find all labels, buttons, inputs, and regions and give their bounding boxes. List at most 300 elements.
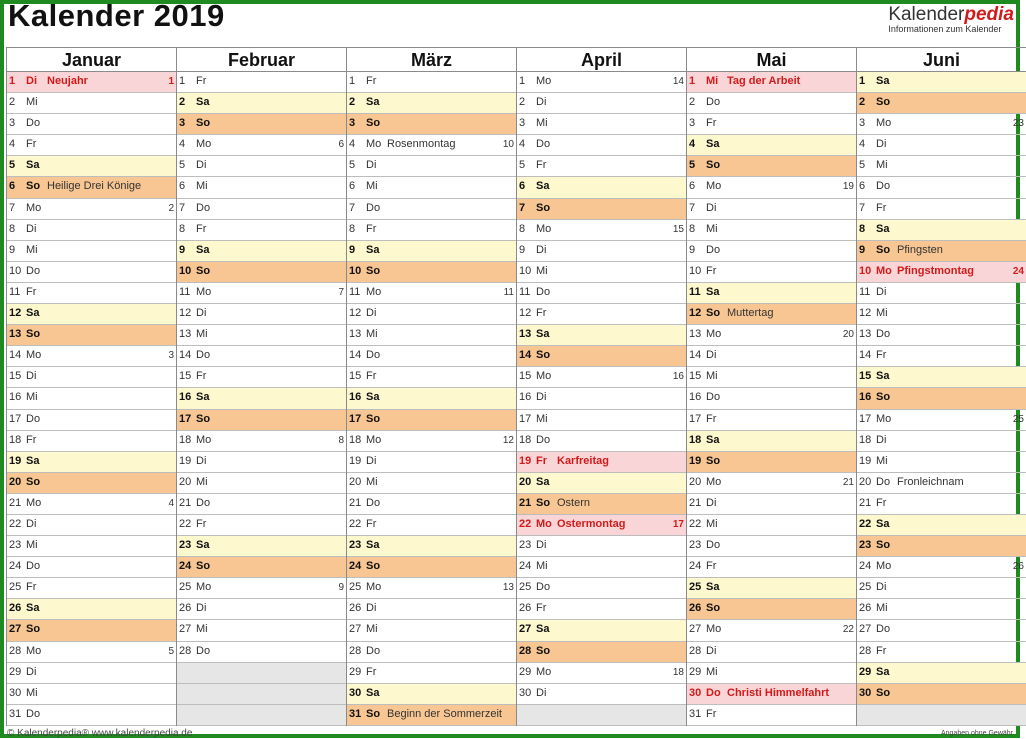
day-row[interactable] [857, 410, 1026, 431]
day-number: 16 [519, 391, 532, 404]
day-number: 2 [9, 96, 16, 109]
day-row[interactable] [177, 367, 346, 388]
day-note: Karfreitag [557, 454, 609, 467]
weekday: So [706, 159, 721, 172]
day-row[interactable] [347, 578, 516, 599]
day-number: 20 [349, 475, 362, 488]
day-row[interactable] [7, 473, 176, 494]
day-row[interactable] [347, 410, 516, 431]
day-row[interactable] [687, 346, 856, 367]
week-number: 10 [502, 139, 514, 151]
day-row[interactable] [857, 452, 1026, 473]
day-row[interactable] [687, 431, 856, 452]
day-row[interactable] [7, 72, 176, 93]
day-row[interactable] [177, 346, 346, 367]
day-row[interactable] [687, 262, 856, 283]
weekday: Mi [196, 475, 208, 488]
day-number: 19 [689, 454, 702, 467]
day-row[interactable] [687, 199, 856, 220]
day-number: 29 [689, 665, 702, 678]
day-row[interactable] [687, 515, 856, 536]
day-row[interactable] [687, 283, 856, 304]
day-number: 5 [349, 159, 356, 172]
day-row[interactable] [687, 325, 856, 346]
day-number: 27 [9, 623, 22, 636]
day-row[interactable] [857, 663, 1026, 684]
day-row[interactable] [687, 241, 856, 262]
day-number: 20 [689, 475, 702, 488]
day-number: 16 [9, 391, 22, 404]
day-number: 28 [519, 644, 532, 657]
day-row[interactable] [687, 642, 856, 663]
day-row[interactable] [177, 262, 346, 283]
day-row[interactable] [857, 114, 1026, 135]
day-row[interactable] [687, 473, 856, 494]
day-number: 21 [859, 496, 872, 509]
day-row[interactable] [347, 473, 516, 494]
day-row[interactable] [177, 325, 346, 346]
day-row[interactable] [687, 93, 856, 114]
week-number: 22 [842, 624, 854, 636]
day-row[interactable] [347, 536, 516, 557]
day-row[interactable] [347, 620, 516, 641]
day-row[interactable] [177, 473, 346, 494]
day-row[interactable] [687, 620, 856, 641]
day-row[interactable] [857, 620, 1026, 641]
day-row[interactable] [7, 684, 176, 705]
week-number: 16 [672, 371, 684, 383]
day-row[interactable] [687, 536, 856, 557]
day-number: 18 [349, 433, 362, 446]
day-row[interactable] [7, 177, 176, 198]
day-row[interactable] [347, 262, 516, 283]
day-row[interactable] [687, 599, 856, 620]
weekday: Mi [366, 475, 378, 488]
day-row[interactable] [857, 515, 1026, 536]
day-row[interactable] [857, 156, 1026, 177]
week-number: 6 [338, 139, 344, 151]
day-row[interactable] [517, 431, 686, 452]
day-row[interactable] [7, 114, 176, 135]
day-row[interactable] [517, 93, 686, 114]
weekday: Sa [26, 307, 40, 320]
day-row[interactable] [687, 663, 856, 684]
day-row[interactable] [857, 93, 1026, 114]
day-row[interactable] [177, 410, 346, 431]
weekday: Mi [876, 454, 888, 467]
day-row[interactable] [7, 304, 176, 325]
day-number: 5 [859, 159, 866, 172]
weekday: So [536, 644, 551, 657]
day-row[interactable] [687, 135, 856, 156]
month-header: Mai [687, 47, 856, 72]
day-row[interactable] [7, 388, 176, 409]
weekday: Di [26, 665, 37, 678]
day-row[interactable] [7, 494, 176, 515]
day-note: Rosenmontag [387, 138, 456, 151]
week-number: 24 [1012, 265, 1024, 277]
day-row[interactable] [347, 663, 516, 684]
day-number: 22 [689, 517, 702, 530]
day-row[interactable] [857, 557, 1026, 578]
day-row[interactable] [517, 325, 686, 346]
day-row[interactable] [177, 536, 346, 557]
weekday: Mi [876, 159, 888, 172]
day-row[interactable] [687, 705, 856, 726]
day-row[interactable] [7, 367, 176, 388]
day-number: 6 [349, 180, 356, 193]
day-row[interactable] [347, 557, 516, 578]
day-note: Heilige Drei Könige [47, 180, 142, 193]
day-number: 3 [859, 117, 866, 130]
day-number: 12 [9, 307, 22, 320]
day-row[interactable] [7, 156, 176, 177]
day-row[interactable] [347, 346, 516, 367]
day-row[interactable] [517, 241, 686, 262]
day-row[interactable] [857, 262, 1026, 283]
weekday: Sa [196, 96, 210, 109]
weekday: Fr [26, 285, 37, 298]
week-number: 26 [1012, 561, 1024, 573]
day-number: 26 [179, 602, 192, 615]
weekday: So [26, 328, 41, 341]
weekday: Fr [366, 665, 377, 678]
day-row[interactable] [687, 72, 856, 93]
day-row[interactable] [347, 494, 516, 515]
day-row[interactable] [177, 283, 346, 304]
weekday: Do [536, 433, 551, 446]
day-row[interactable] [857, 177, 1026, 198]
day-row[interactable] [857, 72, 1026, 93]
day-row[interactable] [517, 473, 686, 494]
day-row[interactable] [7, 515, 176, 536]
day-row[interactable] [347, 599, 516, 620]
day-row[interactable] [7, 536, 176, 557]
day-row[interactable] [177, 388, 346, 409]
day-row[interactable] [347, 684, 516, 705]
day-row[interactable] [7, 705, 176, 726]
day-row[interactable] [7, 620, 176, 641]
day-row[interactable] [517, 515, 686, 536]
day-number: 25 [519, 581, 532, 594]
day-row[interactable] [347, 199, 516, 220]
day-number: 26 [859, 602, 872, 615]
day-row[interactable] [857, 135, 1026, 156]
day-number: 13 [689, 328, 702, 341]
day-row[interactable] [857, 494, 1026, 515]
day-row[interactable] [517, 599, 686, 620]
day-row[interactable] [517, 620, 686, 641]
day-note: Neujahr [47, 75, 88, 87]
day-row[interactable] [687, 557, 856, 578]
day-row[interactable] [7, 431, 176, 452]
day-number: 7 [179, 201, 186, 214]
day-number: 1 [179, 75, 186, 87]
weekday: Fr [26, 433, 37, 446]
weekday: So [706, 602, 721, 615]
day-number: 27 [859, 623, 872, 636]
day-row[interactable] [347, 241, 516, 262]
day-number: 13 [519, 328, 532, 341]
day-row[interactable] [857, 684, 1026, 705]
day-row[interactable] [517, 220, 686, 241]
day-row[interactable] [857, 283, 1026, 304]
day-row[interactable] [177, 114, 346, 135]
day-row[interactable] [857, 199, 1026, 220]
day-row[interactable] [177, 578, 346, 599]
weekday: Fr [196, 75, 207, 87]
day-row[interactable] [687, 220, 856, 241]
day-number: 22 [859, 517, 872, 530]
day-row[interactable] [687, 578, 856, 599]
day-number: 14 [859, 349, 872, 362]
day-number: 12 [689, 307, 702, 320]
weekday: Fr [366, 517, 377, 530]
day-number: 23 [859, 539, 872, 552]
day-row[interactable] [7, 346, 176, 367]
day-row[interactable] [347, 705, 516, 726]
weekday: Do [26, 117, 41, 130]
day-number: 5 [9, 159, 16, 172]
day-row[interactable] [857, 241, 1026, 262]
weekday: Mi [196, 180, 208, 193]
day-number: 30 [9, 686, 22, 699]
day-row[interactable] [687, 494, 856, 515]
day-row[interactable] [7, 241, 176, 262]
day-row[interactable] [177, 135, 346, 156]
weekday: So [876, 243, 891, 256]
day-row[interactable] [177, 557, 346, 578]
day-row[interactable] [7, 283, 176, 304]
day-number: 24 [179, 560, 192, 573]
day-row[interactable] [347, 114, 516, 135]
day-number: 6 [179, 180, 186, 193]
day-number: 5 [179, 159, 186, 172]
day-row[interactable] [517, 388, 686, 409]
weekday: Sa [536, 475, 550, 488]
day-row[interactable] [7, 452, 176, 473]
day-row[interactable] [857, 346, 1026, 367]
day-row[interactable] [7, 325, 176, 346]
day-row[interactable] [517, 177, 686, 198]
day-row[interactable] [857, 536, 1026, 557]
weekday: Sa [196, 391, 210, 404]
day-row[interactable] [347, 452, 516, 473]
day-row[interactable] [7, 135, 176, 156]
day-row[interactable] [517, 346, 686, 367]
weekday: Do [706, 539, 721, 552]
day-number: 15 [9, 370, 22, 383]
day-row[interactable] [347, 388, 516, 409]
day-row[interactable] [517, 557, 686, 578]
day-row[interactable] [687, 367, 856, 388]
day-row[interactable] [177, 515, 346, 536]
day-row[interactable] [177, 431, 346, 452]
day-number: 19 [519, 454, 532, 467]
day-row[interactable] [7, 642, 176, 663]
brand-logo[interactable] [888, 4, 1014, 34]
day-row[interactable] [687, 684, 856, 705]
weekday: Do [876, 475, 891, 488]
day-row[interactable] [347, 177, 516, 198]
day-row[interactable] [7, 93, 176, 114]
day-row[interactable] [347, 283, 516, 304]
day-row[interactable] [177, 304, 346, 325]
weekday: Di [26, 517, 37, 530]
day-row[interactable] [517, 114, 686, 135]
day-row[interactable] [517, 642, 686, 663]
day-row[interactable] [347, 367, 516, 388]
day-number: 27 [179, 623, 192, 636]
day-row[interactable] [857, 388, 1026, 409]
day-number: 11 [689, 285, 701, 298]
day-row[interactable] [177, 642, 346, 663]
day-row[interactable] [7, 578, 176, 599]
day-row[interactable] [7, 599, 176, 620]
day-number: 4 [689, 138, 696, 151]
weekday: So [196, 264, 211, 277]
day-row[interactable] [347, 72, 516, 93]
day-row[interactable] [177, 241, 346, 262]
day-row[interactable] [517, 684, 686, 705]
day-row[interactable] [347, 156, 516, 177]
day-row[interactable] [857, 220, 1026, 241]
day-row[interactable] [687, 304, 856, 325]
day-row[interactable] [687, 452, 856, 473]
weekday: Do [706, 391, 721, 404]
weekday: Mi [366, 180, 378, 193]
day-row[interactable] [7, 262, 176, 283]
day-row[interactable] [517, 663, 686, 684]
weekday: Do [26, 264, 41, 277]
day-row[interactable] [177, 599, 346, 620]
day-row[interactable] [177, 220, 346, 241]
day-note: Pfingstmontag [897, 264, 974, 277]
day-row[interactable] [857, 304, 1026, 325]
day-row[interactable] [857, 599, 1026, 620]
weekday: So [26, 180, 41, 193]
day-row[interactable] [857, 578, 1026, 599]
day-row[interactable] [347, 642, 516, 663]
day-row[interactable] [687, 114, 856, 135]
day-row[interactable] [347, 304, 516, 325]
weekday: Do [876, 180, 891, 193]
day-number: 7 [519, 201, 526, 214]
week-number: 3 [168, 350, 174, 362]
day-row[interactable] [347, 515, 516, 536]
weekday: Fr [366, 75, 377, 87]
day-row[interactable] [347, 431, 516, 452]
weekday: Mo [876, 264, 892, 277]
weekday: Di [536, 96, 547, 109]
day-number: 28 [689, 644, 702, 657]
day-note: Fronleichnam [897, 475, 964, 488]
day-row[interactable] [517, 304, 686, 325]
day-row[interactable] [347, 93, 516, 114]
day-row[interactable] [517, 494, 686, 515]
day-row[interactable] [857, 431, 1026, 452]
day-row[interactable] [517, 72, 686, 93]
weekday: Do [26, 412, 41, 425]
day-row[interactable] [517, 199, 686, 220]
weekday: Mi [706, 75, 719, 87]
weekday: Di [536, 686, 547, 699]
day-row[interactable] [7, 557, 176, 578]
day-number: 1 [349, 75, 356, 87]
weekday: Mi [26, 391, 38, 404]
day-row[interactable] [517, 156, 686, 177]
day-row[interactable] [7, 220, 176, 241]
day-row[interactable] [517, 262, 686, 283]
day-number: 2 [519, 96, 526, 109]
day-note: Beginn der Sommerzeit [387, 707, 502, 720]
day-row[interactable] [177, 494, 346, 515]
weekday: Mi [26, 243, 38, 256]
day-row[interactable] [857, 473, 1026, 494]
day-row[interactable] [177, 156, 346, 177]
day-number: 17 [859, 412, 872, 425]
day-number: 8 [349, 222, 356, 235]
day-row[interactable] [7, 410, 176, 431]
day-row[interactable] [517, 578, 686, 599]
day-number: 21 [9, 496, 22, 509]
weekday: Sa [366, 686, 380, 699]
day-row[interactable] [857, 325, 1026, 346]
day-number: 1 [859, 75, 866, 87]
weekday: Di [26, 222, 37, 235]
day-number: 5 [689, 159, 696, 172]
day-number: 15 [179, 370, 192, 383]
day-row[interactable] [857, 367, 1026, 388]
weekday: Sa [196, 243, 210, 256]
day-row[interactable] [517, 452, 686, 473]
day-row[interactable] [687, 388, 856, 409]
day-number: 24 [9, 560, 22, 573]
weekday: So [876, 391, 891, 404]
week-number: 13 [502, 582, 514, 594]
day-row[interactable] [347, 135, 516, 156]
weekday: Sa [366, 243, 380, 256]
day-row[interactable] [687, 156, 856, 177]
day-row[interactable] [517, 283, 686, 304]
day-row[interactable] [517, 410, 686, 431]
day-row[interactable] [177, 452, 346, 473]
day-row[interactable] [177, 199, 346, 220]
weekday: Sa [536, 623, 550, 636]
day-row[interactable] [347, 220, 516, 241]
day-row[interactable] [7, 663, 176, 684]
day-row[interactable] [177, 72, 346, 93]
day-number: 1 [519, 75, 526, 87]
day-row[interactable] [347, 325, 516, 346]
day-row[interactable] [517, 536, 686, 557]
day-number: 15 [349, 370, 362, 383]
day-row[interactable] [177, 93, 346, 114]
month-header: Januar [7, 47, 176, 72]
day-number: 21 [519, 496, 532, 509]
day-row[interactable] [517, 135, 686, 156]
day-number: 19 [179, 454, 192, 467]
day-row[interactable] [517, 367, 686, 388]
day-row[interactable] [177, 620, 346, 641]
day-row[interactable] [687, 177, 856, 198]
weekday: So [536, 496, 551, 509]
day-row[interactable] [687, 410, 856, 431]
weekday: Mo [536, 222, 552, 235]
day-row[interactable] [857, 642, 1026, 663]
day-row[interactable] [177, 177, 346, 198]
day-row[interactable] [7, 199, 176, 220]
